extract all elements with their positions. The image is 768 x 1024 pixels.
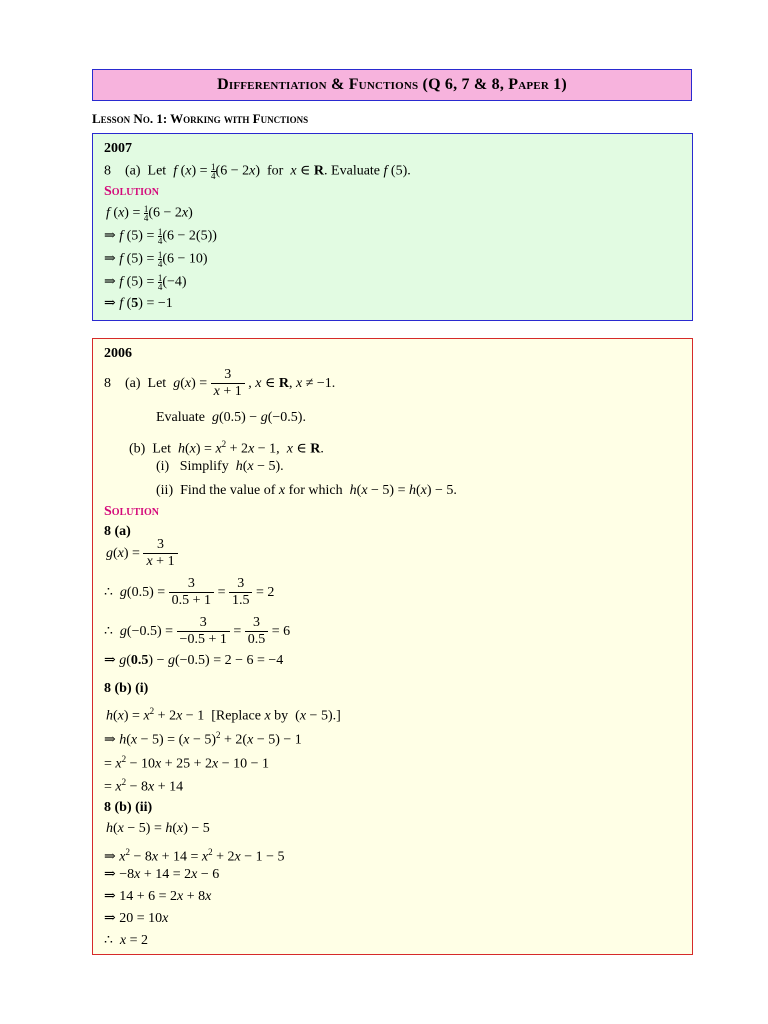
section-2007 <box>92 133 693 321</box>
solution-step: ∴ x = 2 <box>104 933 149 948</box>
question-8a-evaluate: Evaluate g(0.5) − g(−0.5). <box>156 410 306 425</box>
solution-step: = $x^2 - 10x + 25 + 2x - 10 - 1$ <box>104 754 270 772</box>
page-title: Differentiation & Functions (Q 6, 7 & 8, Paper 1) <box>92 69 692 101</box>
part-8bi-label: 8 (b) (i) <box>104 681 149 696</box>
solution-label: Solution <box>104 184 160 199</box>
section-2006 <box>92 338 693 955</box>
question-8a-2007: 8 (a) Let f (x) = $\frac{1}{4}$ (6 − 2x) for x ∈ R. Evaluate f (5). <box>104 162 411 181</box>
year-2007: 2007 <box>104 141 132 156</box>
year-2006: 2006 <box>104 346 132 361</box>
solution-step: $h(x) = x^2 + 2x - 1$ [Replace x by (x − 5).] <box>106 706 341 724</box>
question-8b-i: (i) Simplify h(x − 5). <box>156 459 284 474</box>
solution-step: = $x^2 - 8x + 14$ <box>104 777 184 795</box>
solution-step: ⇒ $x^2 - 8x + 14 = x^2 + 2x - 1 - 5$ <box>104 847 285 865</box>
solution-step: ⇒ f (5) = −1 <box>104 296 173 311</box>
solution-step: g(x) = $\frac{3}{x + 1}$ <box>106 537 178 570</box>
solution-step: ⇒ f (5) = $\frac{1}{4}$ (6 − 10) <box>104 250 208 269</box>
question-8a-2006: 8 (a) Let g(x) = $\frac{3}{x + 1}$ , x ∈ R, x ≠ −1. <box>104 367 336 399</box>
lesson-heading: Lesson No. 1: Working with Functions <box>92 111 309 126</box>
solution-step: h(x − 5) = h(x) − 5 <box>106 821 210 836</box>
solution-step: ⇒ −8x + 14 = 2x − 6 <box>104 867 220 882</box>
solution-step: ∴ g(0.5) = $\frac{3}{0.5 + 1}$ = $\frac{3}{1.5}$ = 2 <box>104 576 275 608</box>
solution-step: ∴ g(−0.5) = $\frac{3}{-0.5 + 1}$ = $\frac{3}{0.5}$ = 6 <box>104 615 291 647</box>
solution-step: ⇒ g(0.5) − g(−0.5) = 2 − 6 = −4 <box>104 653 284 668</box>
part-8bii-label: 8 (b) (ii) <box>104 800 153 815</box>
part-8a-label: 8 (a) <box>104 524 131 539</box>
solution-step: ⇒ f (5) = $\frac{1}{4}$ (6 − 2(5)) <box>104 227 217 246</box>
question-8b-ii: (ii) Find the value of x for which h(x − 5) = h(x) − 5. <box>156 483 457 498</box>
solution-step: ⇒ $h(x - 5) = (x - 5)^2 + 2(x - 5) - 1$ <box>104 730 302 748</box>
solution-step: ⇒ 20 = 10x <box>104 911 169 926</box>
solution-label: Solution <box>104 504 160 519</box>
solution-step: ⇒ f (5) = $\frac{1}{4}$ (−4) <box>104 273 187 292</box>
question-8b: (b) Let $h(x) = x^2 + 2x - 1$, x ∈ R. <box>129 439 324 457</box>
solution-step: f (x) = $\frac{1}{4}$ (6 − 2x) <box>106 204 193 223</box>
solution-step: ⇒ 14 + 6 = 2x + 8x <box>104 889 212 904</box>
